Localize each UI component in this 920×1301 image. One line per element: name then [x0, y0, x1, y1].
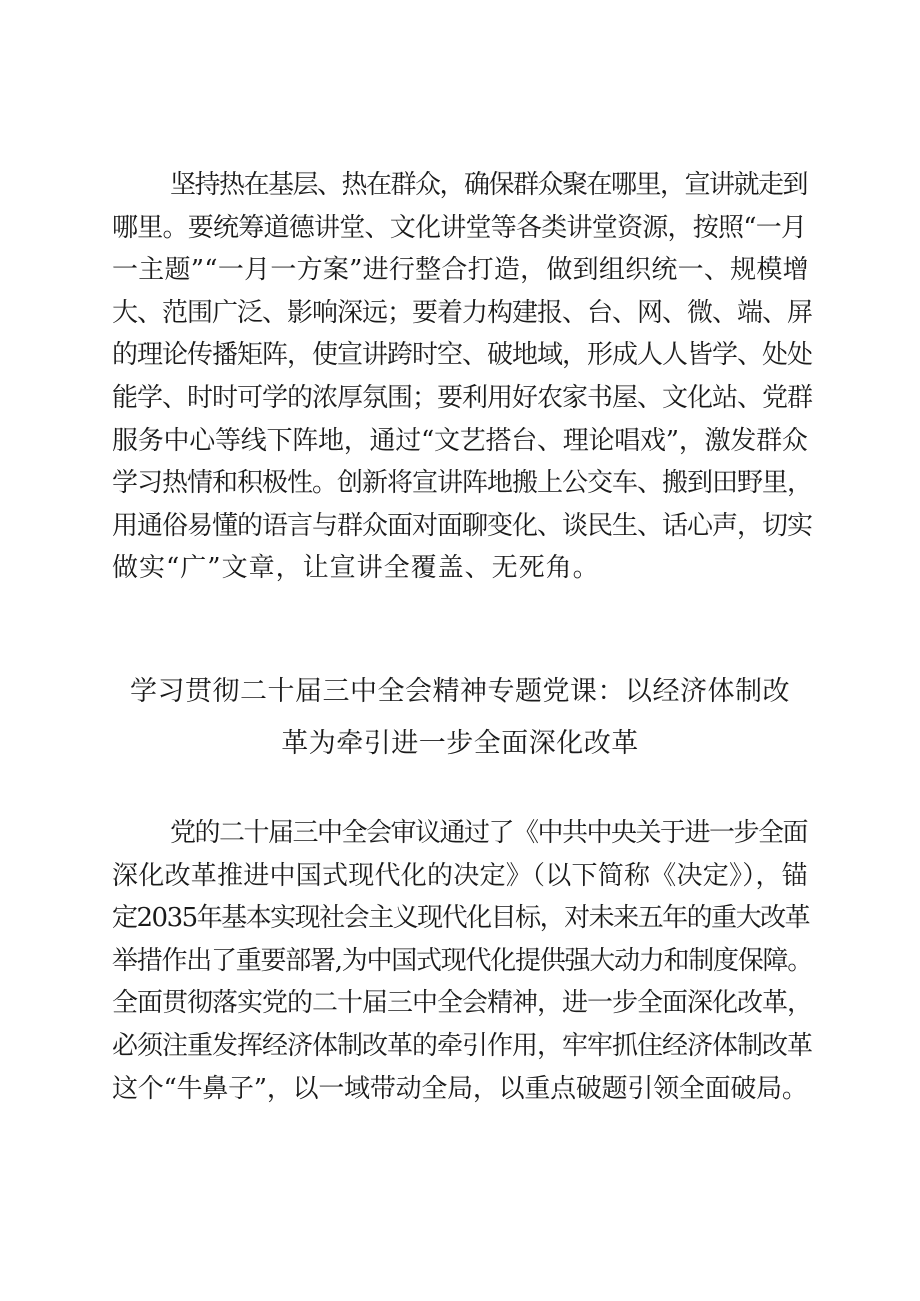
title-line: 学习贯彻二十届三中全会精神专题党课：以经济体制改: [130, 676, 790, 708]
paragraph-line: 能学、时时可学的浓厚氛围；要利用好农家书屋、文化站、党群: [112, 382, 813, 413]
paragraph-line: 服务中心等线下阵地，通过“文艺搭台、理论唱戏”，激发群众: [112, 425, 808, 456]
paragraph-line: 坚持热在基层、热在群众，确保群众聚在哪里，宣讲就走到: [170, 170, 808, 200]
paragraph-line: 全面贯彻落实党的二十届三中全会精神，进一步全面深化改革，: [112, 988, 813, 1019]
paragraph-line: 哪里。要统筹道德讲堂、文化讲堂等各类讲堂资源，按照“一月: [112, 212, 807, 243]
body-paragraph-1: [112, 164, 812, 590]
paragraph-line: 定2035年基本实现社会主义现代化目标，对未来五年的重大改革: [112, 903, 810, 934]
paragraph-line: 大、范围广泛、影响深远；要着力构建报、台、网、微、端、屏: [112, 297, 813, 328]
paragraph-line: 一主题”“一月一方案”进行整合打造，做到组织统一、规模增: [112, 255, 809, 286]
paragraph-line: 的理论传播矩阵，使宣讲跨时空、破地域，形成人人皆学、处处: [112, 340, 813, 371]
paragraph-line: 学习热情和积极性。创新将宣讲阵地搬上公交车、搬到田野里，: [112, 468, 813, 499]
title-line: 革为牵引进一步全面深化改革: [281, 728, 639, 760]
paragraph-line: 深化改革推进中国式现代化的决定》（以下简称《决定》），锚: [112, 860, 809, 891]
paragraph-line: 这个“牛鼻子”，以一域带动全局，以重点破题引领全面破局。: [112, 1073, 808, 1104]
section-title: [90, 666, 830, 770]
paragraph-line: 做实“广”文章，让宣讲全覆盖、无死角。: [112, 553, 600, 584]
paragraph-line: 必须注重发挥经济体制改革的牵引作用，牢牢抓住经济体制改革: [112, 1030, 813, 1061]
paragraph-line: 用通俗易懂的语言与群众面对面聊变化、谈民生、话心声，切实: [112, 510, 813, 541]
paragraph-line: 党的二十届三中全会审议通过了《中共中央关于进一步全面: [170, 818, 808, 848]
paragraph-line: 举措作出了重要部署,为中国式现代化提供强大动力和制度保障。: [112, 945, 813, 976]
body-paragraph-2: [112, 812, 812, 1110]
